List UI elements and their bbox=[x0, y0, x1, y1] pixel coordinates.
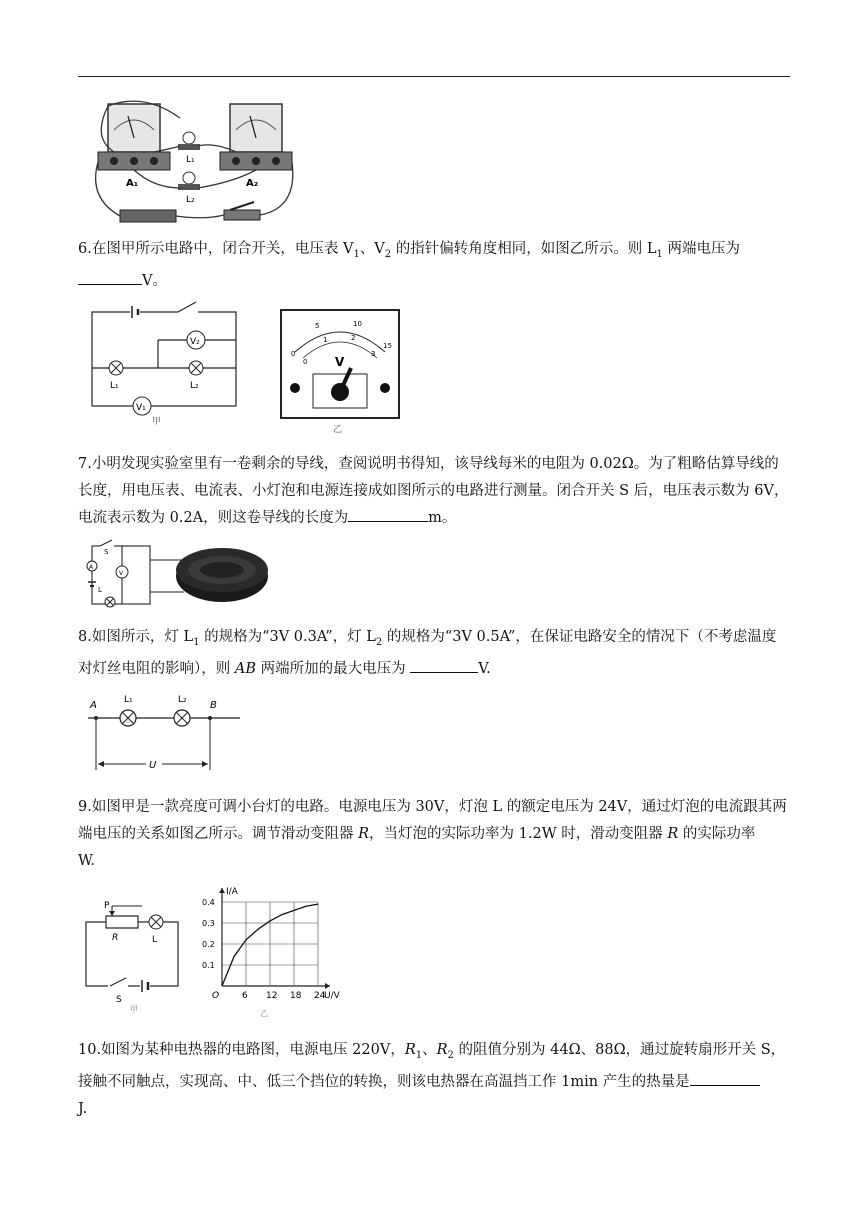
header-rule bbox=[78, 76, 790, 77]
svg-text:2: 2 bbox=[351, 334, 356, 342]
x-tick-label: 6 bbox=[242, 991, 248, 1001]
caption-yi: 乙 bbox=[260, 1009, 268, 1018]
label-l: L bbox=[152, 935, 158, 945]
svg-text:3: 3 bbox=[371, 350, 376, 358]
svg-text:5: 5 bbox=[315, 322, 320, 330]
y-tick-label: 0.4 bbox=[202, 898, 215, 907]
q7-number: 7. bbox=[78, 456, 92, 472]
lamp-l1-icon bbox=[120, 710, 136, 726]
svg-text:1: 1 bbox=[323, 336, 328, 344]
svg-text:0: 0 bbox=[291, 350, 296, 358]
q9-circuit-jia bbox=[82, 898, 186, 1014]
caption-jia: 甲 bbox=[152, 417, 162, 427]
y-tick-label: 0.1 bbox=[202, 961, 215, 970]
label-s: S bbox=[116, 995, 122, 1005]
lamp-l1-icon bbox=[109, 361, 123, 375]
q8-answer-blank[interactable] bbox=[410, 658, 478, 673]
origin-label: O bbox=[212, 991, 220, 1001]
question-10: 10.如图为某种电热器的电路图，电源电压 220V，$R_1$、$R_2$ 的阻值分别为 44Ω、88Ω，通过旋转扇形开关 S，接触不同触点，实现高、中、低三个挡位的转换，则该电热器在高温挡工作 1min 产生的热量是 J. bbox=[78, 1042, 786, 1117]
q9-unit: W. bbox=[78, 853, 95, 869]
label-l: L bbox=[98, 586, 102, 594]
x-axis-arrow bbox=[325, 983, 330, 989]
battery-icon bbox=[120, 210, 176, 222]
rheostat-icon bbox=[106, 916, 138, 928]
wire-coil-icon bbox=[176, 548, 268, 602]
q6-number: 6. bbox=[78, 241, 92, 257]
label-v: V bbox=[119, 570, 124, 577]
label-u: U bbox=[149, 760, 157, 771]
label-v2: V₂ bbox=[190, 337, 200, 347]
ammeter-a1-icon bbox=[98, 104, 170, 170]
lamp-l2-icon bbox=[189, 361, 203, 375]
y-axis-label: I/A bbox=[226, 887, 238, 897]
meter-letter: V bbox=[335, 355, 345, 369]
caption-yi: 乙 bbox=[333, 425, 343, 435]
label-l1: L₁ bbox=[186, 155, 195, 165]
label-a: A bbox=[89, 564, 94, 571]
q7-circuit-figure bbox=[84, 540, 280, 612]
question-8: 8.如图所示，灯 $L_1$ 的规格为“3V 0.3A”，灯 $L_2$ 的规格为“3V 0.5A”，在保证电路安全的情况下（不考虑温度对灯丝电阻的影响），则 AB 两端所加的最大电压为 V. bbox=[78, 629, 777, 677]
label-a1: A₁ bbox=[126, 178, 139, 189]
svg-text:0: 0 bbox=[303, 358, 308, 366]
q10-answer-blank[interactable] bbox=[690, 1071, 760, 1086]
caption-jia: 甲 bbox=[130, 1005, 138, 1014]
label-l1: L₁ bbox=[110, 381, 119, 391]
label-v1: V₁ bbox=[136, 403, 146, 413]
q5-circuit-figure bbox=[84, 98, 304, 228]
y-tick-label: 0.2 bbox=[202, 940, 215, 949]
label-l2: L₂ bbox=[186, 195, 195, 205]
x-tick-label: 24 bbox=[314, 991, 326, 1001]
q8-circuit-figure bbox=[84, 690, 244, 774]
q9-iv-chart bbox=[198, 882, 340, 1018]
label-s: S bbox=[104, 548, 109, 556]
y-axis-arrow bbox=[219, 888, 225, 893]
q6-circuit-jia bbox=[86, 302, 246, 427]
y-tick-label: 0.3 bbox=[202, 919, 215, 928]
q7-answer-blank[interactable] bbox=[348, 507, 428, 522]
q6-voltmeter-yi bbox=[279, 308, 403, 438]
q10-number: 10. bbox=[78, 1042, 102, 1058]
x-tick-label: 12 bbox=[266, 991, 278, 1001]
q8-number: 8. bbox=[78, 629, 92, 645]
label-r: R bbox=[112, 933, 119, 943]
x-tick-label: 18 bbox=[290, 991, 302, 1001]
ammeter-a2-icon bbox=[220, 104, 292, 170]
question-9: 9.如图甲是一款亮度可调小台灯的电路。电源电压为 30V，灯泡 L 的额定电压为 24V，通过灯泡的电流跟其两端电压的关系如图乙所示。调节滑动变阻器 R，当灯泡的实际功率为 1.2W 时，滑动变阻器 R 的实际功率 W. bbox=[78, 799, 787, 869]
label-a: A bbox=[90, 700, 97, 711]
x-axis-label: U/V bbox=[324, 991, 340, 1001]
q9-number: 9. bbox=[78, 799, 92, 815]
label-l1: L₁ bbox=[124, 695, 133, 705]
question-6: 6.在图甲所示电路中，闭合开关，电压表 $V_1$、$V_2$ 的指针偏转角度相同，如图乙所示。则 $L_1$ 两端电压为 V。 bbox=[78, 241, 741, 289]
label-a2: A₂ bbox=[246, 178, 259, 189]
label-b: B bbox=[210, 700, 217, 711]
lamp-l2-icon bbox=[174, 710, 190, 726]
label-l2: L₂ bbox=[190, 381, 199, 391]
svg-text:10: 10 bbox=[353, 320, 362, 328]
lamp-icon bbox=[105, 597, 115, 607]
question-7: 7.小明发现实验室里有一卷剩余的导线，查阅说明书得知，该导线每米的电阻为 0.02Ω。为了粗略估算导线的长度，用电压表、电流表、小灯泡和电源连接成如图所示的电路进行测量。闭合开关 S 后，电压表示数为 6V，电流表示数为 0.2A，则这卷导线的长度为 m。 bbox=[78, 456, 789, 526]
svg-text:15: 15 bbox=[383, 342, 392, 350]
label-l2: L₂ bbox=[178, 695, 187, 705]
label-p: P bbox=[104, 901, 110, 911]
q6-answer-blank[interactable] bbox=[78, 270, 142, 285]
lamp-icon bbox=[149, 915, 163, 929]
